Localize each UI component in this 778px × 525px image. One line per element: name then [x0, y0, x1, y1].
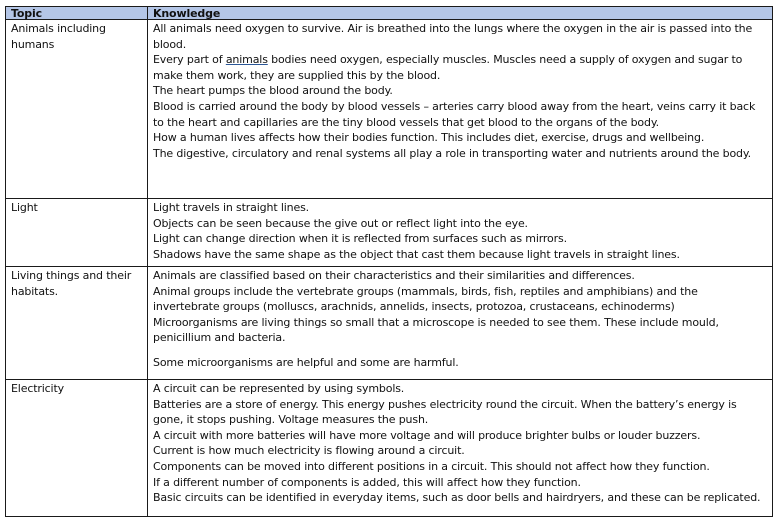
- knowledge-line: Light can change direction when it is reflected from surfaces such as mirrors.: [153, 232, 567, 246]
- knowledge-line: Blood is carried around the body by blood vessels – arteries carry blood away from the heart, veins carry it back to the heart and capillaries are the tiny blood vessels that get blood to the organs of the body.: [153, 99, 756, 129]
- knowledge-cell: [148, 20, 773, 199]
- topic-cell: Animals including humans: [6, 20, 148, 199]
- knowledge-line: [153, 52, 767, 83]
- knowledge-line: A circuit can be represented by using symbols.: [153, 382, 405, 395]
- knowledge-line: All animals need oxygen to survive. Air is breathed into the lungs where the oxygen in the air is passed into the blood.: [153, 22, 753, 51]
- knowledge-line: Shadows have the same shape as the object that cast them because light travels in straight lines.: [153, 247, 680, 261]
- text-fragment: Every part of: [153, 53, 226, 67]
- text-fragment: bodies need oxygen, especially muscles. Muscles need a supply of oxygen and sugar to make them work, they are supplied this by the blood.: [153, 53, 743, 82]
- table-row-animals-including-humans: [6, 20, 773, 199]
- knowledge-line: Microorganisms are living things so small that a microscope is needed to see them. These include mould, penicillium and bacteria.: [153, 315, 719, 345]
- knowledge-line: Basic circuits can be identified in everyday items, such as door bells and hairdryers, and these can be replicated.: [153, 491, 761, 505]
- knowledge-line: Batteries are a store of energy. This energy pushes electricity round the circuit. When the battery’s energy is gone, it stops pushing. Voltage measures the push.: [153, 397, 737, 427]
- topic-cell: Light: [6, 199, 148, 267]
- knowledge-line: The digestive, circulatory and renal systems all play a role in transporting water and nutrients around the body.: [153, 146, 751, 160]
- knowledge-line: Some microorganisms are helpful and some are harmful.: [153, 355, 459, 369]
- knowledge-cell: [148, 380, 773, 517]
- knowledge-line: If a different number of components is added, this will affect how they function.: [153, 475, 581, 489]
- knowledge-line: A circuit with more batteries will have more voltage and will produce brighter bulbs or louder buzzers.: [153, 428, 701, 442]
- knowledge-line: Animal groups include the vertebrate groups (mammals, birds, fish, reptiles and amphibians) and the invertebrate groups (molluscs, arachnids, annelids, insects, protozoa, crustaceans, echinoderms): [153, 284, 698, 314]
- table-row-light: [6, 199, 773, 267]
- table-row-electricity: [6, 380, 773, 517]
- knowledge-line: Current is how much electricity is flowing around a circuit.: [153, 444, 465, 458]
- knowledge-line: Components can be moved into different positions in a circuit. This should not affect how they function.: [153, 459, 710, 473]
- header-row: [6, 7, 773, 20]
- knowledge-column-header: Knowledge: [148, 7, 773, 20]
- knowledge-cell: [148, 199, 773, 267]
- table-row-living-things: [6, 267, 773, 380]
- underlined-word: animals: [225, 53, 268, 67]
- knowledge-line: How a human lives affects how their bodies function. This includes diet, exercise, drugs and wellbeing.: [153, 131, 705, 145]
- topic-cell: Living things and their habitats.: [6, 267, 148, 380]
- knowledge-line: Objects can be seen because the give out or reflect light into the eye.: [153, 216, 528, 230]
- knowledge-line: Light travels in straight lines.: [153, 201, 310, 214]
- topic-column-header: Topic: [6, 7, 148, 20]
- science-knowledge-table: [5, 6, 773, 517]
- topic-cell: Electricity: [6, 380, 148, 517]
- document-page: [5, 6, 772, 517]
- knowledge-cell: [148, 267, 773, 380]
- knowledge-line: The heart pumps the blood around the body.: [153, 84, 393, 98]
- knowledge-line: Animals are classified based on their characteristics and their similarities and differences.: [153, 269, 635, 282]
